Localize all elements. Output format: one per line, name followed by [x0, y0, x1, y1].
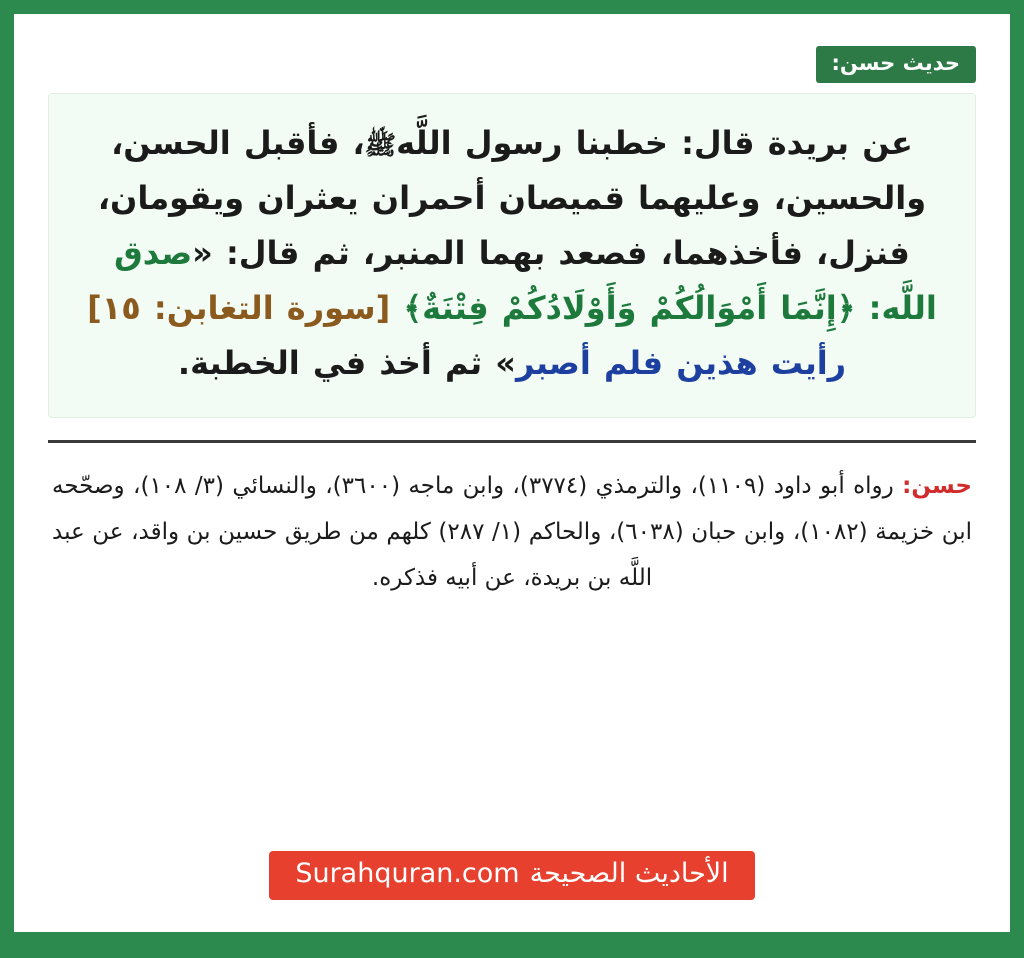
grade-badge-row	[48, 46, 976, 83]
site-footer-pill[interactable]	[269, 851, 754, 900]
sallallahu-alayhi-wasallam-icon: ﷺ	[364, 131, 397, 161]
takhreej-text: رواه أبو داود (١١٠٩)، والترمذي (٣٧٧٤)، وابن ماجه (٣٦٠٠)، والنسائي (٣/ ١٠٨)، وصحّحه ابن خزيمة (١٠٨٢)، وابن حبان (٦٠٣٨)، والحاكم (١/ ٢٨٧) كلهم من طريق حسين بن واقد، عن عبد اللَّه بن بريدة، عن أبيه فذكره.	[52, 473, 972, 592]
hadith-ayah: ﴿إِنَّمَا أَمْوَالُكُمْ وَأَوْلَادُكُمْ فِتْنَةٌ﴾	[403, 289, 856, 328]
hadith-part-3: رأيت هذين فلم أصبر	[515, 344, 847, 383]
hadith-grade-badge: حديث حسن:	[816, 46, 977, 83]
hadith-box	[48, 93, 976, 418]
hadith-part-2: ، فأقبل الحسن، والحسين، وعليهما قميصان أحمران يعثران ويقومان، فنزل، فأخذهما، فصعد بهما المنبر، ثم قال: «	[97, 124, 927, 273]
footer-arabic-label: الأحاديث الصحيحة	[529, 857, 729, 889]
takhreej-section	[48, 463, 976, 601]
hadith-part-1: عن بريدة قال: خطبنا رسول اللَّه	[396, 124, 913, 162]
document-content	[28, 28, 996, 914]
hadith-surah-reference: [سورة التغابن: ١٥]	[87, 289, 391, 328]
footer	[48, 851, 976, 914]
hadith-quote-intro: صدق اللَّه:	[114, 234, 937, 328]
hadith-part-4: » ثم أخذ في الخطبة.	[177, 344, 516, 383]
takhreej-grade-label: حسن:	[902, 473, 973, 500]
section-divider	[48, 440, 976, 443]
footer-site-url[interactable]: Surahquran.com	[295, 857, 520, 889]
bottom-white-strip	[14, 914, 1010, 932]
bottom-green-bar	[0, 932, 1024, 958]
hadith-text	[75, 116, 949, 391]
